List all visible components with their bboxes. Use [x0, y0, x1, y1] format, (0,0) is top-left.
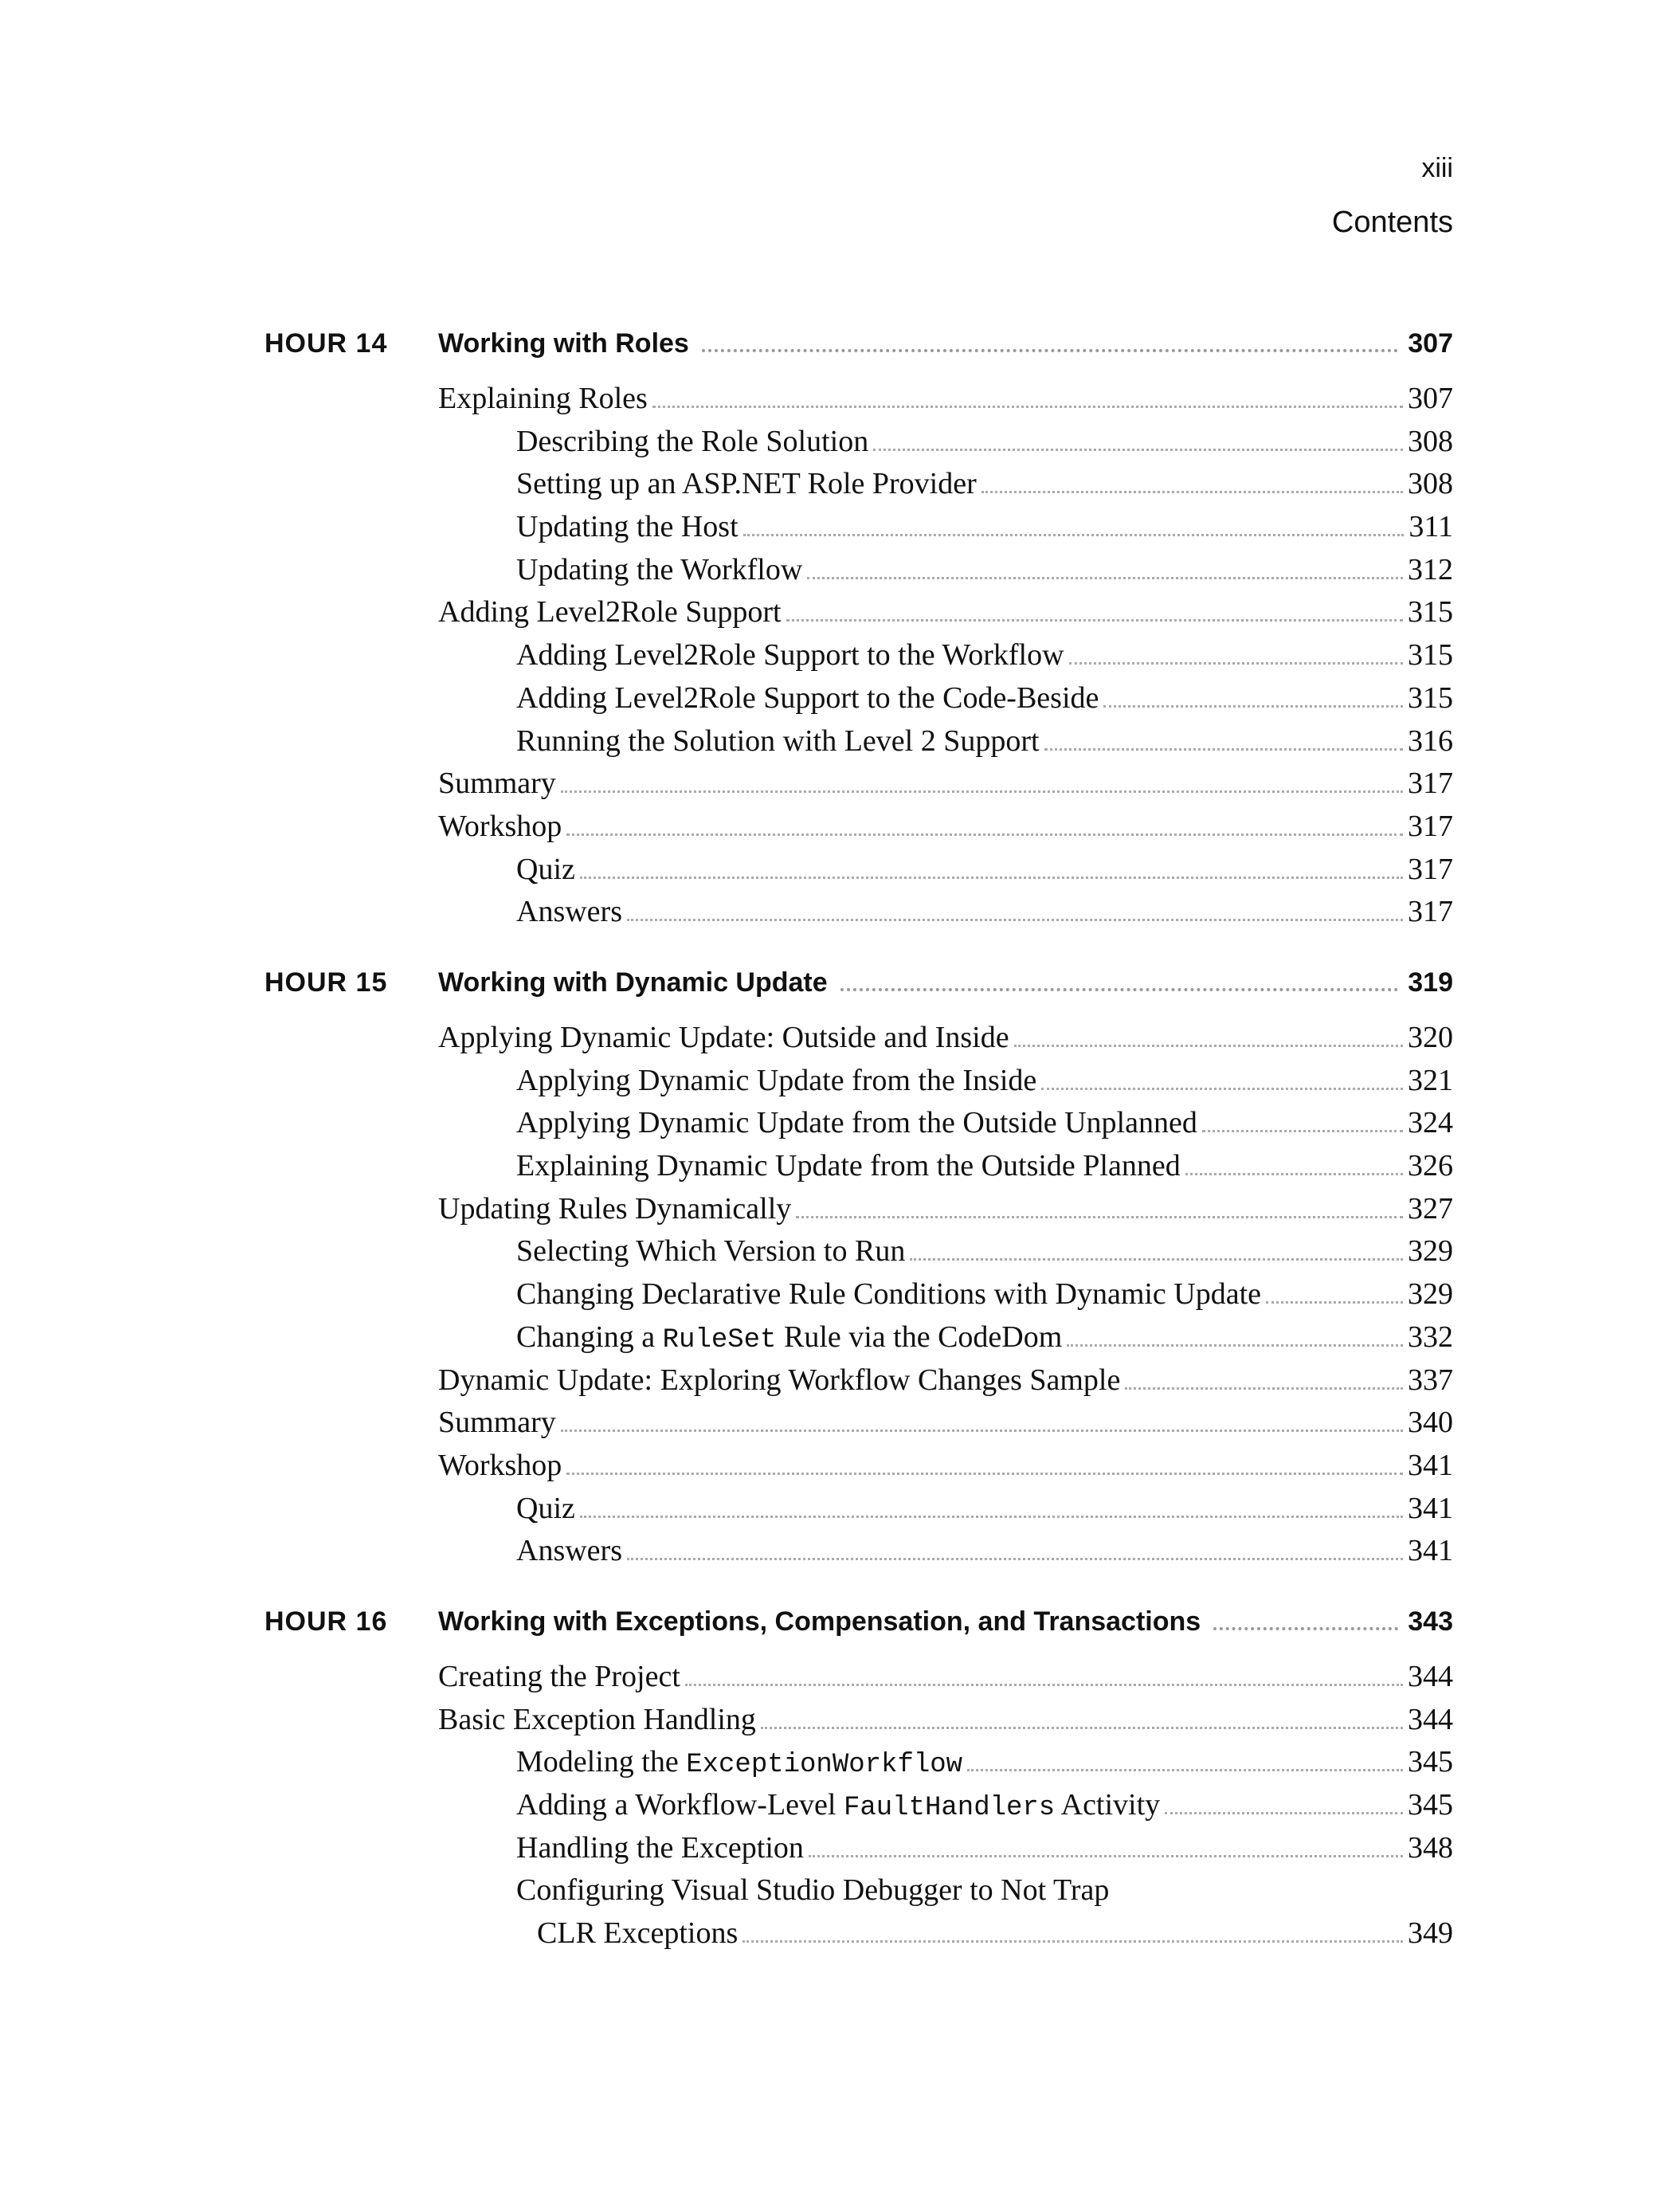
toc-entry-title[interactable]: [438, 1448, 562, 1483]
toc-entry[interactable]: [264, 1320, 1453, 1363]
toc-page-number: 317: [1408, 809, 1453, 843]
dot-leader: [561, 790, 1403, 793]
toc-entry-title[interactable]: [516, 509, 739, 544]
toc-entry-title[interactable]: [438, 1363, 1120, 1398]
toc-entry[interactable]: [264, 594, 1453, 637]
hour-section-15: [264, 967, 1453, 1576]
toc-entry-title[interactable]: [516, 1105, 1197, 1140]
title-text: Configuring Visual Studio Debugger to Not Trap: [516, 1873, 1110, 1908]
toc-entry[interactable]: [264, 1787, 1453, 1830]
dot-leader: [840, 988, 1399, 991]
toc-entry-title[interactable]: [516, 852, 575, 887]
toc-entry-title[interactable]: [516, 894, 622, 929]
toc-entry-title[interactable]: [438, 766, 556, 801]
title-text: Explaining Dynamic Update from the Outside Planned: [516, 1149, 1181, 1183]
hour-title-row[interactable]: [438, 328, 1453, 359]
title-text: Creating the Project: [438, 1660, 680, 1693]
dot-leader: [742, 1940, 1403, 1943]
dot-leader: [786, 619, 1403, 622]
title-text: Updating the Host: [516, 510, 739, 544]
toc-entry-title[interactable]: [516, 424, 868, 459]
toc-entry[interactable]: [264, 381, 1453, 424]
dot-leader: [566, 1473, 1403, 1475]
toc-entry[interactable]: [264, 1191, 1453, 1234]
toc-entry-title[interactable]: [516, 1148, 1181, 1183]
title-text: Activity: [1055, 1788, 1161, 1822]
toc-page-number: 315: [1408, 595, 1453, 629]
hour-section-14: [264, 328, 1453, 937]
title-text: CLR Exceptions: [537, 1916, 739, 1951]
title-text: Applying Dynamic Update from the Outside Unplanned: [516, 1106, 1197, 1140]
toc-entry[interactable]: [264, 1744, 1453, 1787]
toc-entry[interactable]: [264, 637, 1453, 680]
dot-leader: [561, 1430, 1403, 1432]
toc-entry[interactable]: [264, 1873, 1453, 1916]
title-text: Summary: [438, 767, 556, 801]
dot-leader: [627, 1558, 1403, 1560]
toc-page-number: 315: [1408, 638, 1453, 673]
toc-entries: [264, 1659, 1453, 1959]
toc-page-number: 311: [1409, 510, 1453, 544]
title-text: Workshop: [438, 1448, 562, 1482]
toc-entry-title[interactable]: [516, 552, 802, 587]
toc-entry[interactable]: [264, 724, 1453, 767]
toc-entry-title[interactable]: [438, 1702, 756, 1737]
toc-page-number: 344: [1408, 1702, 1453, 1736]
toc-entry[interactable]: [264, 680, 1453, 724]
title-text: Quiz: [516, 852, 575, 886]
title-text: Summary: [438, 1406, 556, 1440]
toc-page-number: 317: [1408, 852, 1453, 886]
dot-leader: [743, 534, 1405, 536]
title-text: Explaining Roles: [438, 382, 648, 415]
toc-page-number: 324: [1408, 1106, 1453, 1140]
code-term: ExceptionWorkflow: [686, 1750, 963, 1781]
toc-page-number: 337: [1408, 1363, 1453, 1397]
title-text: Adding Level2Role Support to the Code-Beside: [516, 680, 1099, 715]
hour-label: HOUR 16: [264, 1606, 388, 1637]
toc-entries: [264, 381, 1453, 937]
toc-entry[interactable]: [264, 466, 1453, 509]
toc-entry[interactable]: [264, 1148, 1453, 1191]
page-number: xiii: [1421, 153, 1453, 183]
toc-page-number: 307: [1408, 382, 1453, 415]
dot-leader: [1165, 1812, 1403, 1814]
hour-heading: [264, 328, 1453, 371]
dot-leader: [910, 1258, 1403, 1261]
toc-entry-title[interactable]: [516, 1873, 1109, 1908]
toc-entry-title[interactable]: [438, 381, 648, 416]
title-text: Adding a Workflow-Level: [516, 1788, 844, 1822]
toc-page-number: 320: [1408, 1021, 1453, 1054]
toc-entry[interactable]: [264, 1702, 1453, 1745]
toc-page-number: 329: [1408, 1234, 1453, 1269]
toc-entry[interactable]: [264, 552, 1453, 595]
dot-leader: [1067, 1344, 1403, 1347]
dot-leader: [566, 833, 1403, 836]
title-text: Handling the Exception: [516, 1830, 804, 1865]
dot-leader: [652, 406, 1403, 408]
toc-page-number: 341: [1408, 1534, 1453, 1568]
toc-entry-title[interactable]: [438, 1191, 791, 1226]
title-text: Modeling the: [516, 1745, 687, 1779]
toc-entry-title[interactable]: [438, 1659, 680, 1694]
title-text: Dynamic Update: Exploring Workflow Changes Sample: [438, 1363, 1121, 1397]
toc-entry-title[interactable]: [516, 1233, 905, 1269]
dot-leader: [981, 491, 1403, 493]
toc-page-number: 316: [1408, 724, 1453, 758]
toc-entry-title[interactable]: [438, 594, 782, 629]
dot-leader: [627, 919, 1403, 921]
toc-entry[interactable]: [264, 1916, 1453, 1959]
toc-page-number: 315: [1408, 680, 1453, 715]
toc-entry[interactable]: [264, 1105, 1453, 1148]
running-head: Contents: [1331, 206, 1453, 239]
toc-page-number: 327: [1408, 1191, 1453, 1226]
title-text: Rule via the CodeDom: [776, 1320, 1063, 1354]
toc-entry-title[interactable]: [516, 680, 1099, 716]
title-text: Answers: [516, 895, 622, 929]
toc-page-number: 344: [1408, 1660, 1453, 1693]
hour-section-16: [264, 1606, 1453, 1959]
toc-page-number: 321: [1408, 1063, 1453, 1097]
toc-entry-title[interactable]: [516, 724, 1040, 759]
hour-page-number: 307: [1408, 328, 1453, 359]
toc-entry-title[interactable]: [516, 1830, 804, 1865]
toc-entry-title[interactable]: [516, 1744, 962, 1780]
toc-page-number: 329: [1408, 1277, 1453, 1312]
toc-entry[interactable]: [264, 1491, 1453, 1534]
toc-entry-title[interactable]: [438, 1405, 556, 1440]
toc-entries: [264, 1020, 1453, 1576]
toc-page-number: 317: [1408, 895, 1453, 929]
toc-entry-title[interactable]: [516, 1277, 1261, 1312]
hour-heading: [264, 967, 1453, 1010]
dot-leader: [967, 1769, 1403, 1771]
dot-leader: [580, 877, 1403, 879]
hour-label: HOUR 15: [264, 967, 388, 998]
title-text: Running the Solution with Level 2 Support: [516, 724, 1040, 758]
code-term: RuleSet: [662, 1324, 777, 1355]
toc-entry[interactable]: [264, 509, 1453, 552]
toc-page-number: 326: [1408, 1149, 1453, 1183]
toc-entry[interactable]: [264, 1830, 1453, 1873]
toc-entry-title[interactable]: [516, 1533, 622, 1568]
toc-page-number: 332: [1408, 1320, 1453, 1354]
toc-entry-title[interactable]: [516, 637, 1064, 673]
hour-title-row[interactable]: [438, 1606, 1453, 1637]
dot-leader: [1041, 1088, 1403, 1090]
toc-page-number: 345: [1408, 1788, 1453, 1822]
toc-entry-title[interactable]: [438, 809, 562, 844]
toc-entry[interactable]: [264, 1020, 1453, 1063]
title-text: Applying Dynamic Update: Outside and Inside: [438, 1021, 1009, 1054]
toc-entry[interactable]: [264, 1448, 1453, 1491]
toc-entry[interactable]: [264, 766, 1453, 809]
toc-page-number: 341: [1408, 1491, 1453, 1525]
toc-entry[interactable]: [264, 1277, 1453, 1320]
title-text: Changing a: [516, 1320, 663, 1354]
toc-page-number: 341: [1408, 1448, 1453, 1482]
title-text: Basic Exception Handling: [438, 1702, 756, 1736]
dot-leader: [702, 349, 1398, 352]
toc-entry-title[interactable]: [516, 1787, 1160, 1823]
title-text: Setting up an ASP.NET Role Provider: [516, 467, 977, 501]
dot-leader: [809, 1855, 1403, 1857]
toc-entry-title[interactable]: [537, 1916, 738, 1951]
toc-entry[interactable]: [264, 424, 1453, 467]
toc-entry-title[interactable]: [516, 1491, 575, 1526]
dot-leader: [1185, 1173, 1403, 1175]
dot-leader: [580, 1516, 1403, 1518]
toc-page-number: 317: [1408, 767, 1453, 801]
title-text: Changing Declarative Rule Conditions with Dynamic Update: [516, 1277, 1262, 1312]
dot-leader: [873, 449, 1403, 451]
toc-entry[interactable]: [264, 1063, 1453, 1106]
toc-entry[interactable]: [264, 1533, 1453, 1576]
dot-leader: [1014, 1045, 1403, 1047]
toc-page-number: 308: [1408, 424, 1453, 458]
hour-page-number: 319: [1408, 967, 1453, 998]
dot-leader: [796, 1216, 1403, 1218]
title-text: Updating Rules Dynamically: [438, 1191, 792, 1226]
hour-title[interactable]: Working with Exceptions, Compensation, and Transactions: [438, 1606, 1201, 1637]
hour-title-row[interactable]: [438, 967, 1453, 998]
toc-entry-title[interactable]: [516, 466, 977, 501]
toc-entry[interactable]: [264, 1363, 1453, 1406]
toc-entry[interactable]: [264, 852, 1453, 895]
hour-label: HOUR 14: [264, 328, 388, 359]
toc-page-number: 312: [1408, 552, 1453, 586]
dot-leader: [1213, 1627, 1398, 1630]
title-text: Answers: [516, 1534, 622, 1568]
dot-leader: [1266, 1301, 1403, 1304]
dot-leader: [761, 1727, 1403, 1729]
toc-entry[interactable]: [264, 1233, 1453, 1277]
dot-leader: [807, 577, 1403, 579]
title-text: Describing the Role Solution: [516, 424, 869, 458]
toc-entry[interactable]: [264, 1405, 1453, 1448]
title-text: Selecting Which Version to Run: [516, 1234, 906, 1269]
toc-entry[interactable]: [264, 809, 1453, 852]
toc-entry[interactable]: [264, 894, 1453, 937]
title-text: Workshop: [438, 809, 562, 843]
dot-leader: [685, 1684, 1403, 1686]
toc-entry[interactable]: [264, 1659, 1453, 1702]
dot-leader: [1069, 662, 1403, 665]
toc-page-number: 340: [1408, 1406, 1453, 1440]
toc-page-number: 349: [1408, 1916, 1453, 1951]
title-text: Quiz: [516, 1491, 575, 1525]
hour-heading: [264, 1606, 1453, 1649]
toc-entry-title[interactable]: [516, 1320, 1062, 1355]
toc-entry-title[interactable]: [438, 1020, 1009, 1055]
title-text: Updating the Workflow: [516, 552, 803, 586]
title-text: Adding Level2Role Support to the Workflow: [516, 638, 1064, 673]
dot-leader: [1044, 748, 1403, 751]
toc-page-number: 348: [1408, 1830, 1453, 1865]
hour-page-number: 343: [1408, 1606, 1453, 1637]
title-text: Applying Dynamic Update from the Inside: [516, 1063, 1037, 1097]
dot-leader: [1103, 705, 1403, 708]
hour-title[interactable]: Working with Dynamic Update: [438, 967, 828, 998]
code-term: FaultHandlers: [843, 1793, 1056, 1824]
toc-page-number: 345: [1408, 1745, 1453, 1779]
dot-leader: [1125, 1387, 1403, 1390]
title-text: Adding Level2Role Support: [438, 595, 782, 629]
dot-leader: [1202, 1130, 1403, 1132]
toc-page-number: 308: [1408, 467, 1453, 501]
toc-entry-title[interactable]: [516, 1063, 1036, 1098]
hour-title[interactable]: Working with Roles: [438, 328, 689, 359]
